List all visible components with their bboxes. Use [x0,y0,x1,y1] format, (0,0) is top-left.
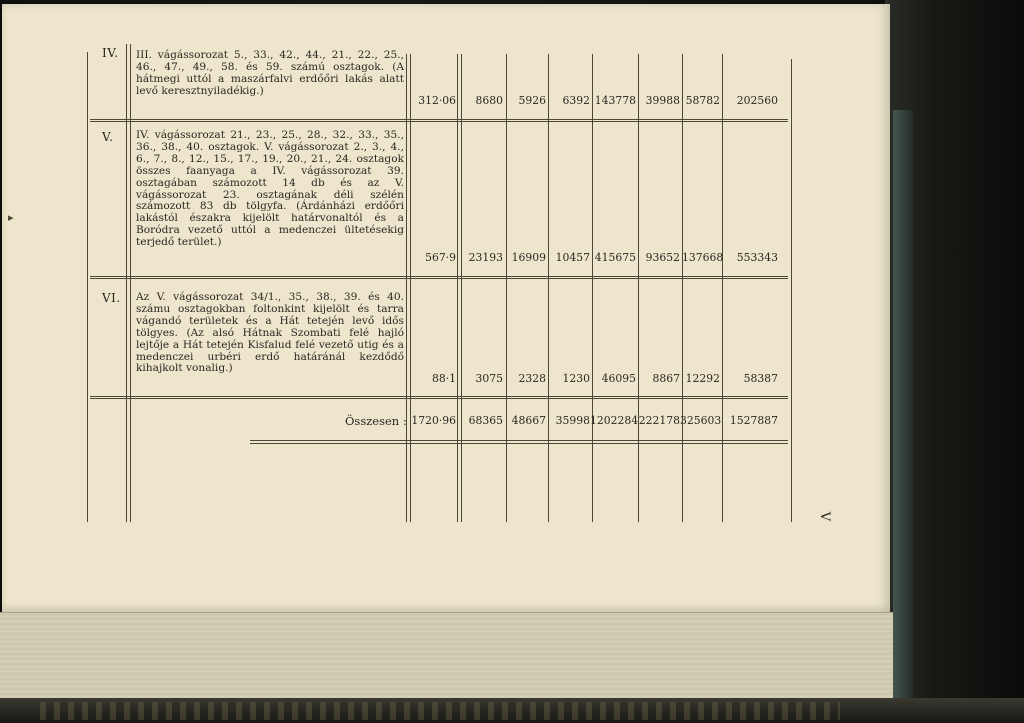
total-value: 48667 [511,414,546,427]
total-value: 68365 [468,414,503,427]
col-line [638,54,639,522]
cover-pattern [40,702,840,720]
total-value: 1202284 [590,414,639,427]
col-line [682,54,683,522]
row-separator [90,396,788,399]
total-value: 325603 [680,414,722,427]
col-line [506,54,507,522]
book-page [2,4,890,612]
row-description: III. vágássorozat 5., 33., 42., 44., 21., 22., 25., 46., 47., 49., 58. és 59. számú osztagok. (A hátmegi uttól a maszárfalvi erdőőri lakás alatt levő keresztnyiladékig.) [136,49,404,97]
row-number: VI. [102,291,121,305]
cell-value: 8867 [652,372,680,385]
col-line [791,59,792,522]
row-description: IV. vágássorozat 21., 23., 25., 28., 32., 33., 35., 36., 38., 40. osztagok. V. vágássorozat 2., 3., 4., 6., 7., 8., 12., 15., 17., 19., 20., 21., 24. osztagok összes faanyaga a IV. vágássorozat 39. osztagában számozott 14 db és az V. vágássorozat 23. osztagának déli szélén számozott 83 db tölgyfa. (Árdánházi erdőőri lakástól északra kijelölt határvonaltól és a Boródra vezető uttól a medenczei ültetésekig terjedő terület.) [136,129,404,249]
cell-total: 553343 [736,251,778,264]
cell-value: 6392 [562,94,590,107]
cell-total: 202560 [736,94,778,107]
cell-value: 8680 [475,94,503,107]
cell-total: 58387 [743,372,778,385]
cell-value: 3075 [475,372,503,385]
total-value: 222178 [638,414,680,427]
total-underline [250,440,788,441]
cell-value: 143778 [594,94,636,107]
page-stack [0,612,893,699]
book-spine-edge [893,110,913,710]
row-separator [90,276,788,279]
col-line [592,54,593,522]
total-grand: 1527887 [729,414,778,427]
col-line [461,54,462,522]
row-number: V. [102,130,114,144]
col-line [457,54,458,522]
cell-area: 88·1 [431,372,456,385]
row-separator [90,119,788,122]
row-number: IV. [102,46,119,60]
cell-value: 93652 [645,251,680,264]
cell-value: 137668 [682,251,724,264]
total-value: 35998 [555,414,590,427]
cell-value: 39988 [645,94,680,107]
cell-value: 16909 [511,251,546,264]
row-description: Az V. vágássorozat 34/1., 35., 38., 39. és 40. számu osztagokban foltonkint kijelölt és tarra vágandó területek és a Hát tetején levő idős tölgyes. (Az alsó Hátnak Szombati felé hajló lejtője a Hát tetején Kisfalud felé vezető utig és a medenczei urbéri erdő határánál kezdődő kihajkolt vonalig.) [136,291,404,375]
cell-value: 5926 [518,94,546,107]
total-underline [250,443,788,444]
cell-area: 567·9 [425,251,456,264]
col-line [548,54,549,522]
total-label: Összesen : [345,414,407,428]
col-line [410,54,411,522]
cell-value: 23193 [468,251,503,264]
col-line [126,44,127,522]
col-line [87,52,88,522]
col-line [722,54,723,522]
cell-value: 2328 [518,372,546,385]
cell-value: 12292 [685,372,720,385]
total-area: 1720·96 [411,414,456,427]
cell-value: 46095 [601,372,636,385]
cell-value: 58782 [685,94,720,107]
cell-value: 415675 [594,251,636,264]
cell-value: 10457 [555,251,590,264]
side-page-mark: V [817,511,833,522]
cell-value: 1230 [562,372,590,385]
cell-area: 312·06 [418,94,456,107]
col-line [406,54,407,522]
col-line [130,44,131,522]
margin-mark: ▸ [8,211,14,224]
